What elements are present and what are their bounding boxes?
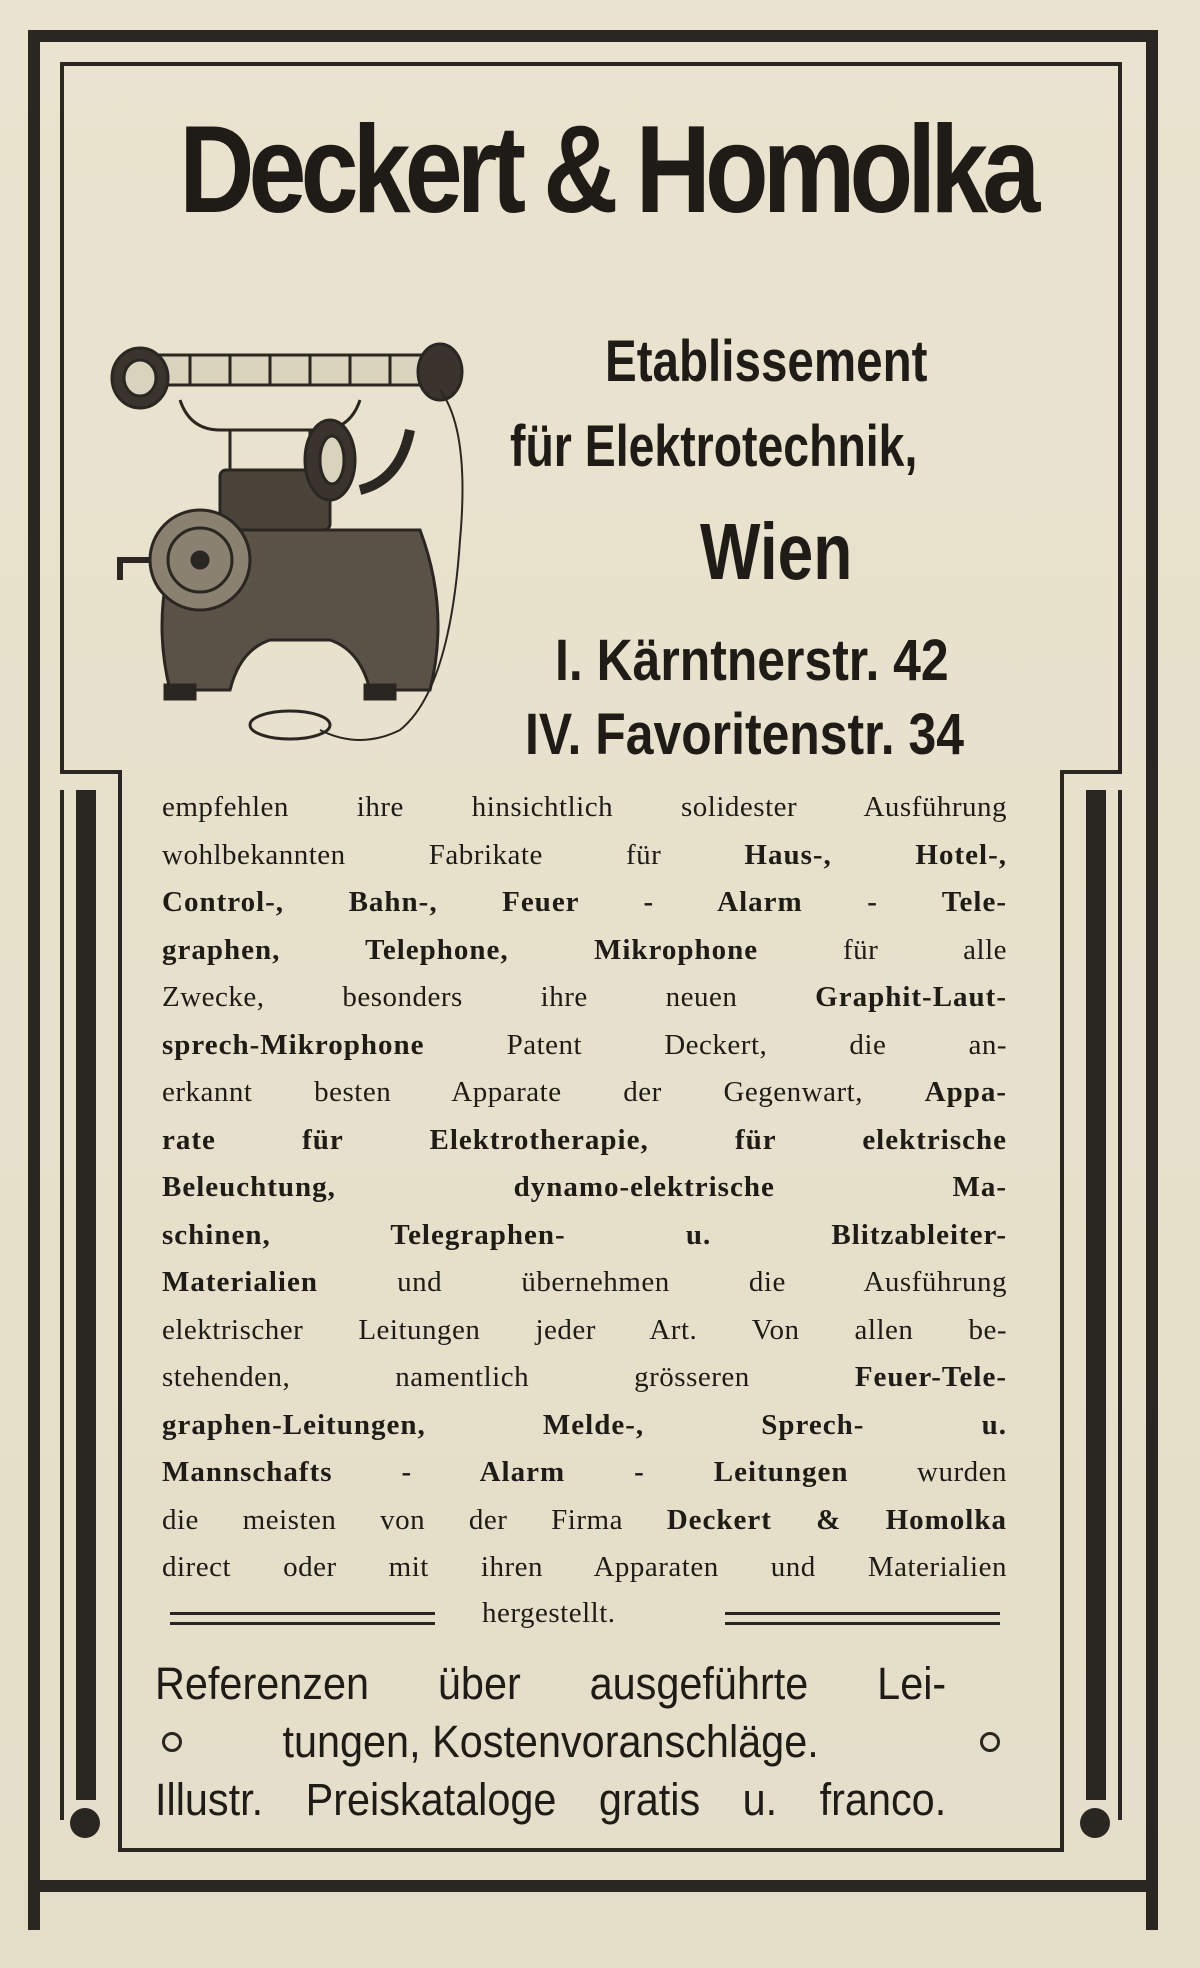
body-line [162, 879, 1007, 927]
frame-header-bottom-right [1060, 770, 1122, 774]
subtitle-line-1: Etablissement [605, 329, 928, 394]
body-segment: stehenden, namentlich grösseren [162, 1361, 855, 1393]
body-line [162, 1164, 1007, 1212]
body-segment: für alle [758, 933, 1007, 966]
body-emphasis: graphen-Leitungen, Melde-, Sprech- u. [162, 1408, 1007, 1441]
body-segment: empfehlen ihre hinsichtlich solidester Ausführung [162, 791, 1007, 823]
frame-right-outer [1146, 30, 1158, 1930]
body-emphasis: Haus-, Hotel-, [744, 838, 1007, 871]
frame-left-outer [28, 30, 40, 1930]
body-line [162, 927, 1007, 975]
address-line-1: I. Kärntnerstr. 42 [555, 628, 949, 693]
footer-ring-left [162, 1732, 182, 1752]
right-ornament-dot [1080, 1808, 1110, 1838]
body-paragraph [162, 784, 1007, 1592]
body-segment: wurden [848, 1456, 1007, 1488]
body-emphasis: Mannschafts - Alarm - Leitungen [162, 1456, 849, 1488]
left-column-thick [76, 790, 96, 1800]
right-column-thin [1118, 790, 1122, 1820]
body-line [162, 832, 1007, 880]
footer-line-1: Referenzen über ausgeführte Lei- [155, 1658, 947, 1709]
body-segment: erkannt besten Apparate der Gegenwart, [162, 1076, 925, 1108]
body-line [162, 1544, 1007, 1592]
body-segment: direct oder mit ihren Apparaten und Materialien [162, 1551, 1007, 1583]
body-line [162, 784, 1007, 832]
body-line [162, 1022, 1007, 1070]
body-line [162, 1069, 1007, 1117]
body-emphasis: rate für Elektrotherapie, für elektrische [162, 1123, 1007, 1156]
body-line [162, 974, 1007, 1022]
body-line [162, 1307, 1007, 1355]
frame-top-inner [60, 62, 1122, 66]
subtitle-line-2: für Elektrotechnik, [510, 414, 918, 479]
closing-rule-left-a [170, 1612, 435, 1615]
body-line [162, 1117, 1007, 1165]
body-line [162, 1354, 1007, 1402]
frame-right-inner-top [1118, 62, 1122, 772]
body-line [162, 1212, 1007, 1260]
body-segment: die meisten von der Firma [162, 1503, 667, 1536]
body-emphasis: Control-, Bahn-, Feuer - Alarm - Tele- [162, 886, 1007, 918]
right-column-thick [1086, 790, 1106, 1800]
right-column-inner [1060, 790, 1064, 1850]
body-emphasis: graphen, Telephone, Mikrophone [162, 933, 759, 966]
body-segment: und übernehmen die Ausführung [317, 1266, 1007, 1298]
body-emphasis: sprech-Mikrophone [162, 1028, 425, 1061]
left-column-inner [118, 790, 122, 1850]
telephone-icon [110, 330, 485, 760]
body-emphasis: Appa- [924, 1076, 1007, 1108]
city-name: Wien [700, 507, 853, 596]
body-emphasis: Materialien [162, 1266, 318, 1298]
footer-line-3: Illustr. Preiskataloge gratis u. franco. [155, 1774, 947, 1825]
body-line [162, 1449, 1007, 1497]
frame-left-inner-top [60, 62, 64, 772]
footer-line-2: tungen, Kostenvoranschläge. [282, 1716, 819, 1767]
frame-bottom-outer [28, 1880, 1158, 1892]
closing-word: hergestellt. [482, 1597, 616, 1629]
body-emphasis: Feuer-Tele- [854, 1361, 1007, 1393]
body-emphasis: Beleuchtung, dynamo-elektrische Ma- [162, 1171, 1007, 1203]
company-title: Deckert & Homolka [179, 101, 1035, 239]
closing-rule-right-b [725, 1622, 1000, 1625]
frame-header-bottom [60, 770, 120, 774]
body-line [162, 1259, 1007, 1307]
body-line [162, 1497, 1007, 1545]
body-segment: Patent Deckert, die an- [424, 1028, 1007, 1061]
body-emphasis: Deckert & Homolka [666, 1503, 1007, 1536]
body-emphasis: schinen, Telegraphen- u. Blitzableiter- [162, 1218, 1007, 1251]
left-ornament-dot [70, 1808, 100, 1838]
body-emphasis: Graphit-Laut- [815, 981, 1007, 1013]
footer-block [155, 1655, 946, 1829]
closing-rule-left-b [170, 1622, 435, 1625]
address-line-2: IV. Favoritenstr. 34 [525, 702, 964, 767]
closing-rule-right-a [725, 1612, 1000, 1615]
body-segment: Zwecke, besonders ihre neuen [162, 981, 816, 1013]
body-segment: elektrischer Leitungen jeder Art. Von allen be- [162, 1313, 1007, 1346]
frame-bottom-inner [118, 1848, 1064, 1852]
frame-top-outer [28, 30, 1158, 42]
footer-ring-right [980, 1732, 1000, 1752]
left-column-thin [60, 790, 64, 1820]
body-segment: wohlbekannten Fabrikate für [162, 838, 745, 871]
body-line [162, 1402, 1007, 1450]
